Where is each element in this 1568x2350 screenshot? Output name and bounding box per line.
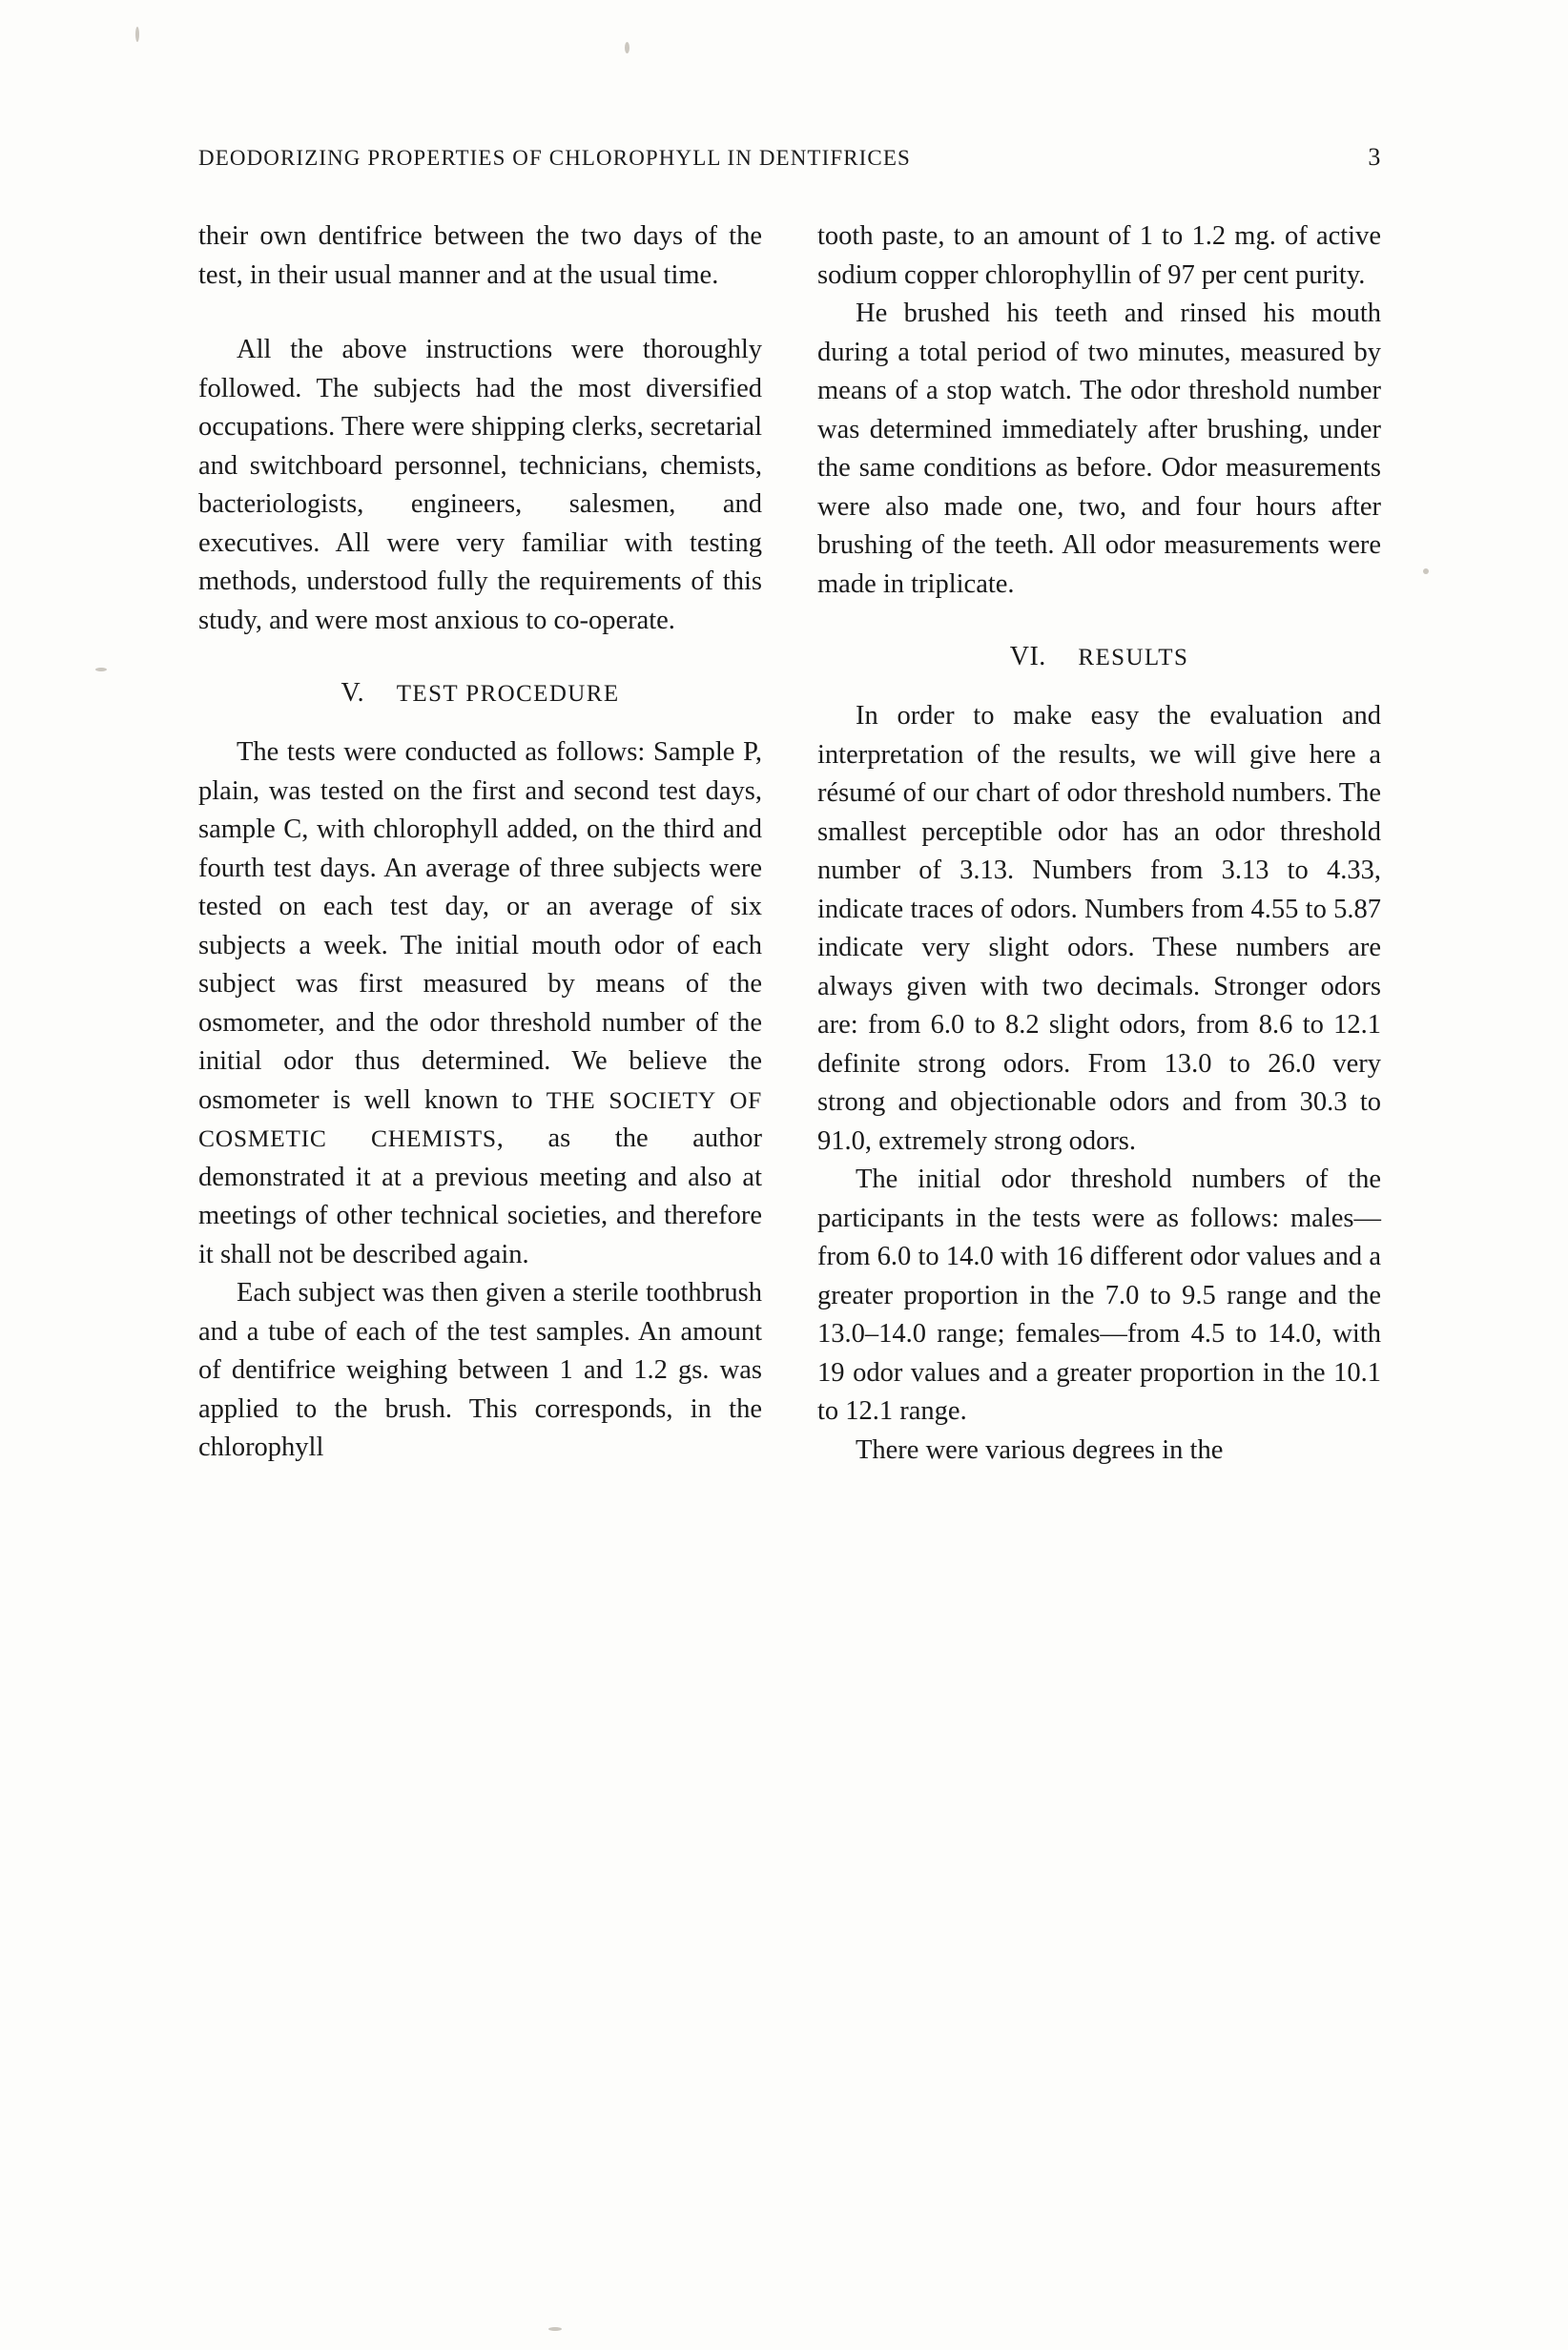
paragraph: He brushed his teeth and rinsed his mouth during a total period of two minutes, measured by means of a stop watch. The odor threshold number was determined immediately after brushing, under the same conditions as before. Odor measurements were also made one, two, and four hours after brushing of the teeth. All odor measurements were made in triplicate. xyxy=(817,299,1381,599)
paragraph: There were various degrees in the xyxy=(856,1434,1224,1465)
paragraph-text-part: The tests were conducted as follows: Sample P, plain, was tested on the first and second test days, sample C, with chlorophyll added, on the third and fourth test days. An average of three subjects were tested on each test day, or an average of six subjects a week. The initial mouth odor of each subject was first measured by means of the osmometer, and the odor threshold number of the initial odor thus determined. We believe the osmometer is well known to xyxy=(198,737,762,1115)
paper-speck xyxy=(135,27,139,42)
small-caps-phrase: OF COSMETIC CHEMISTS xyxy=(198,1085,763,1152)
section-number: V. xyxy=(340,678,365,708)
paragraph: their own dentifrice between the two days of the test, in their usual manner and at the usual time. xyxy=(198,221,762,290)
paragraph: The initial odor threshold numbers of the participants in the tests were as follows: males—from 6.0 to 14.0 with 16 different odor values and a greater proportion in the 7.0 to 9.5 range and the 13.0–14.0 range; females—from 4.5 to 14.0, with 19 odor values and a greater proportion in the 10.1 to 12.1 range. xyxy=(817,1165,1381,1426)
paragraph xyxy=(198,733,762,1274)
section-title: RESULTS xyxy=(1078,645,1189,670)
paragraph: All the above instructions were thoroughly followed. The subjects had the most diversified occupations. There were shipping clerks, secretarial and switchboard personnel, technicians, chemists, bacteriologists, engineers, salesmen, and executives. All were very familiar with testing methods, understood fully the requirements of this study, and were most anxious to co-operate. xyxy=(198,335,762,635)
running-head-title: DEODORIZING PROPERTIES OF CHLOROPHYLL IN DENTIFRICES xyxy=(198,146,911,170)
left-column xyxy=(198,217,762,1470)
two-column-body xyxy=(198,217,1381,1470)
section-title: TEST PROCEDURE xyxy=(396,681,620,707)
page-number: 3 xyxy=(1368,143,1381,171)
paragraph-text-part: , as the author demonstrated it at a previous meeting and also at meetings of other technical societies, and therefore it shall not be described again. xyxy=(198,1123,762,1269)
paragraph: tooth paste, to an amount of 1 to 1.2 mg. of active sodium copper chlorophyllin of 97 per cent purity. xyxy=(817,221,1381,290)
paper-speck xyxy=(625,42,629,53)
paragraph-text-part xyxy=(716,1085,730,1115)
paragraph: Each subject was then given a sterile toothbrush and a tube of each of the test samples. An amount of dentifrice weighing between 1 and 1.2 gs. was applied to the brush. This corresponds, in the chlorophyll xyxy=(198,1278,762,1462)
paragraph: In order to make easy the evaluation and interpretation of the results, we will give here a résumé of our chart of odor threshold numbers. The smallest perceptible odor has an odor threshold number of 3.13. Numbers from 3.13 to 4.33, indicate traces of odors. Numbers from 4.55 to 5.87 indicate very slight odors. These numbers are always given with two decimals. Stronger odors are: from 6.0 to 8.2 slight odors, from 8.6 to 12.1 definite strong odors. From 13.0 to 26.0 very strong and objectionable odors and from 30.3 to 91.0, extremely strong odors. xyxy=(817,701,1381,1156)
section-heading-results xyxy=(817,642,1381,672)
paper-speck xyxy=(548,2327,562,2331)
small-caps-phrase: THE SOCIETY xyxy=(546,1085,716,1114)
running-head xyxy=(198,143,1381,172)
right-column xyxy=(817,217,1381,1470)
section-heading-test-procedure xyxy=(198,678,762,709)
page-content xyxy=(198,143,1381,1470)
section-number: VI. xyxy=(1009,642,1046,671)
paper-speck xyxy=(1423,568,1429,574)
paper-speck xyxy=(95,668,107,671)
